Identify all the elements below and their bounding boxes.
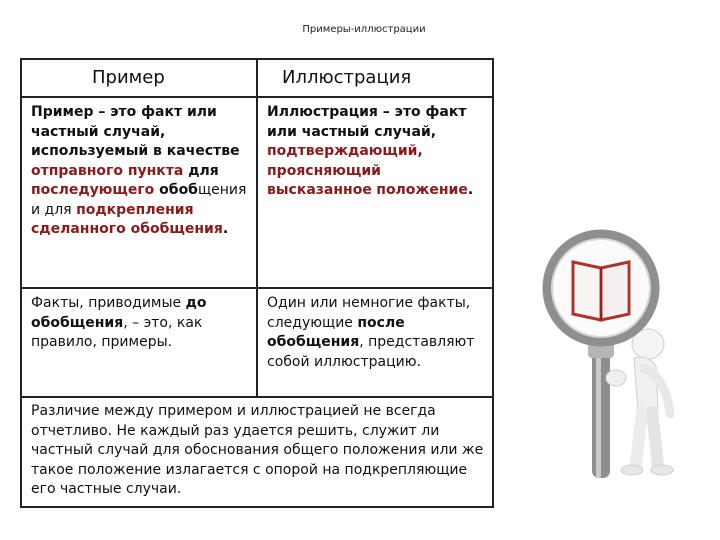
header-row <box>21 59 493 97</box>
book-icon <box>573 262 629 320</box>
header-illustration: Иллюстрация <box>257 59 493 97</box>
text-for: для <box>183 162 219 179</box>
slide-title: Примеры-иллюстрации <box>302 24 426 35</box>
note-row <box>21 397 493 507</box>
text-generalization-start: обоб <box>154 182 198 198</box>
highlight-support: подкрепления сделанного обобщения <box>31 201 223 237</box>
highlight-after-generalization: после обобщения <box>267 314 405 350</box>
illustration-position-cell <box>257 288 493 397</box>
highlight-starting-point: отправного пункта <box>31 162 184 179</box>
illustration-definition-cell <box>257 97 493 288</box>
note-cell: Различие между примером и иллюстрацией не всегда отчетливо. Не каждый раз удается решить, служит ли частный случай для обоснования общего положения или же такое положение излагается с опорой на подкрепляющие его частные случаи. <box>21 397 493 507</box>
highlight-subsequent: последующего <box>31 182 155 198</box>
text-period: . <box>222 221 229 237</box>
magnifier-figure-icon <box>540 228 690 488</box>
figure-icon <box>621 329 673 475</box>
text-are-examples: , – это, как правило, примеры. <box>31 314 203 350</box>
highlight-confirming: подтверждающий, проясняющий высказанное <box>267 143 423 198</box>
comparison-table <box>20 58 494 508</box>
example-position-cell <box>21 288 257 397</box>
text-facts-after: Один или немногие факты, следующие <box>267 295 471 331</box>
text-facts-before: Факты, приводимые <box>31 295 186 311</box>
header-example: Пример <box>21 59 257 97</box>
example-definition-text: Пример – это факт или частный случай, используемый в качестве <box>31 104 240 159</box>
definition-row <box>21 97 493 288</box>
hand-icon <box>606 370 626 386</box>
magnifier-handle-icon <box>588 340 614 478</box>
text-period-right: . <box>467 182 474 198</box>
highlight-statement: положение <box>376 182 468 198</box>
position-row <box>21 288 493 397</box>
text-are-illustration: , представляют собой иллюстрацию. <box>267 334 475 370</box>
text-generalization-end: щения и для <box>31 182 247 218</box>
illustration-definition-text: Иллюстрация – это факт или частный случай, <box>267 104 467 140</box>
highlight-before-generalization: до обобщения <box>31 295 207 331</box>
example-definition-cell <box>21 97 257 288</box>
